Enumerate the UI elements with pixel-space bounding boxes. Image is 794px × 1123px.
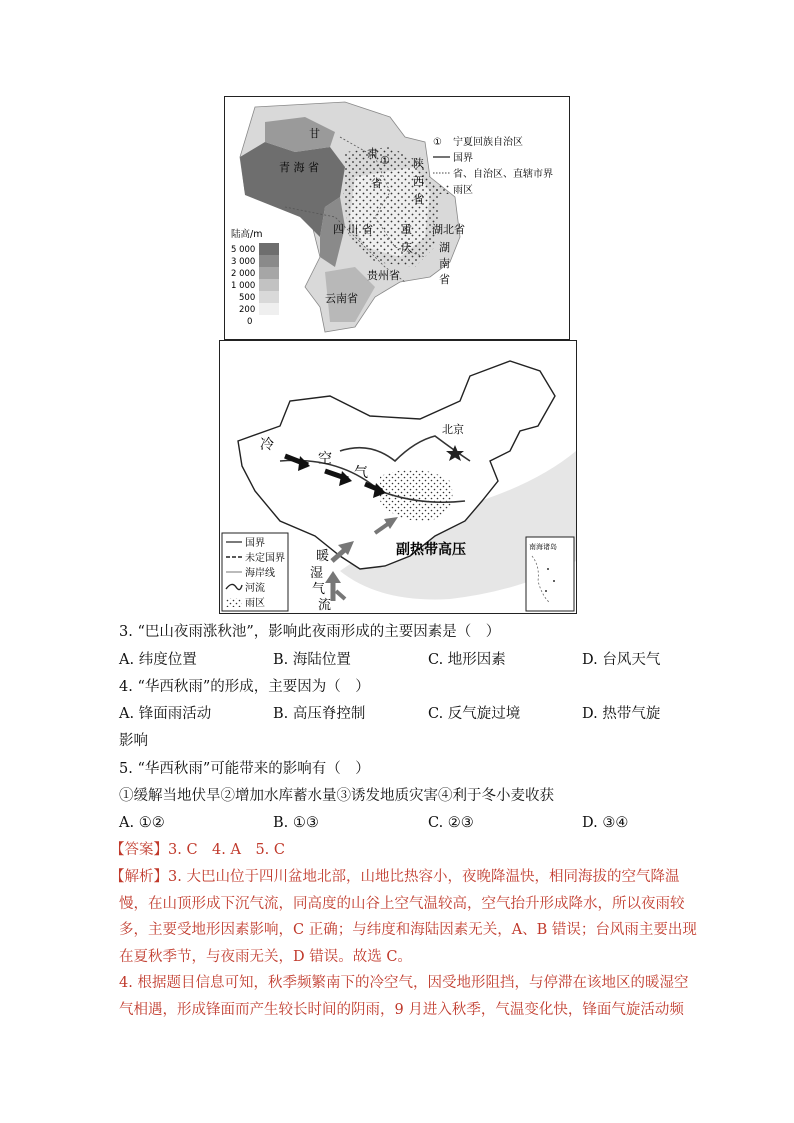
china-airflow-map [219, 340, 577, 614]
label-beijing: 北京 [442, 423, 464, 436]
answer-line [110, 840, 285, 860]
q3-option-d[interactable]: D. 台风天气 [582, 652, 661, 668]
elev-level-3: 1 000 [231, 281, 256, 291]
label-ningxia-mark: ① [380, 154, 390, 167]
warm-air-char-3: 气 [312, 582, 326, 597]
elev-level-0: 5 000 [231, 245, 256, 255]
legend-border: 国界 [453, 153, 473, 164]
label-chongqing-1: 重 [401, 223, 412, 236]
warm-air-arrow-3 [336, 591, 345, 599]
legend-ningxia: 宁夏回族自治区 [453, 137, 523, 148]
legend2-rain: 雨区 [245, 598, 265, 609]
label-shaanxi-1: 陕 [413, 157, 424, 170]
question-3-stem: 3. “巴山夜雨涨秋池”，影响此夜雨形成的主要因素是（ ） [119, 624, 501, 640]
cold-air-char-3: 气 [354, 465, 368, 481]
q5-option-b[interactable]: B. ①③ [273, 815, 319, 831]
q5-option-d[interactable]: D. ③④ [582, 815, 629, 831]
label-hunan-2: 南 [439, 257, 450, 270]
warm-air-arrow-2-head [325, 571, 341, 583]
label-qinghai: 青 海 省 [279, 161, 319, 174]
cold-air-char-1: 冷 [260, 437, 274, 453]
label-shaanxi-3: 省 [413, 193, 424, 206]
warm-air-char-4: 流 [318, 598, 332, 613]
elev-level-5: 200 [239, 305, 256, 315]
label-hunan-1: 湖 [439, 241, 450, 254]
q5-statement: ①缓解当地伏旱②增加水库蓄水量③诱发地质灾害④利于冬小麦收获 [119, 788, 554, 804]
analysis-label: 【解析】 [110, 869, 168, 885]
inset-island-3 [545, 590, 547, 592]
label-yunnan: 云南省 [325, 292, 358, 305]
q3-option-b[interactable]: B. 海陆位置 [273, 652, 351, 668]
legend-ningxia-symbol: ① [433, 137, 442, 148]
label-gansu-3: 省 [371, 177, 382, 190]
elevation-title: 陆高/m [231, 229, 263, 240]
elev-level-2: 2 000 [231, 269, 256, 279]
q4-option-b[interactable]: B. 高压脊控制 [273, 706, 366, 722]
elev-swatch-4 [259, 279, 279, 291]
legend2-rain-swatch [226, 598, 242, 607]
analysis-line-1 [110, 864, 680, 891]
inset-island-2 [553, 580, 555, 582]
elev-swatch-6 [259, 303, 279, 315]
cold-air-char-2: 空 [318, 451, 332, 467]
elev-swatch-3 [259, 267, 279, 279]
elev-level-6: 0 [247, 317, 253, 327]
elev-swatch-2 [259, 255, 279, 267]
analysis-line-5: 4. 根据题目信息可知，秋季频繁南下的冷空气，因受地形阻挡，与停滞在该地区的暖湿空 [119, 975, 689, 991]
analysis-block [110, 864, 697, 1023]
inset-island [547, 568, 549, 570]
label-chongqing-2: 庆 [401, 241, 412, 254]
label-hubei: 湖北省 [432, 223, 465, 236]
label-shaanxi-2: 西 [413, 175, 424, 188]
analysis-line-3: 多，主要受地形因素影响，C 正确；与纬度和海陆因素无关，A、B 错误；台风雨主要出现 [119, 922, 697, 938]
elev-level-1: 3 000 [231, 257, 256, 267]
q3-option-a[interactable]: A. 纬度位置 [119, 652, 197, 668]
elev-level-4: 500 [239, 293, 256, 303]
topographic-rain-map [224, 96, 570, 340]
legend2-undetermined: 未定国界 [245, 553, 285, 564]
topographic-map-figure [225, 97, 569, 339]
q3-option-c[interactable]: C. 地形因素 [428, 652, 506, 668]
label-gansu-2: 肃 [367, 147, 378, 160]
elev-swatch-5 [259, 291, 279, 303]
inset-label: 南海诸岛 [529, 543, 557, 551]
legend-province-border: 省、自治区、直辖市界 [453, 169, 553, 180]
label-sichuan: 四 川 省 [333, 223, 373, 236]
label-gansu-1: 甘 [309, 127, 320, 140]
legend-rain: 雨区 [453, 185, 473, 196]
answer-label: 【答案】 [110, 842, 168, 858]
warm-air-char-2: 湿 [310, 566, 324, 581]
q5-option-a[interactable]: A. ①② [119, 815, 165, 831]
analysis-line-4: 在夏秋季节，与夜雨无关，D 错误。故选 C。 [119, 948, 412, 965]
analysis-text-1: 3. 大巴山位于四川盆地北部，山地比热容小，夜晚降温快，相同海拔的空气降温 [168, 869, 680, 885]
label-hunan-3: 省 [439, 273, 450, 286]
question-4-stem: 4. “华西秋雨”的形成，主要因为（ ） [119, 679, 370, 695]
legend2-river: 河流 [245, 583, 265, 594]
answer-text: 3. C 4. A 5. C [168, 842, 285, 858]
analysis-line-6: 气相遇，形成锋面而产生较长时间的阴雨，9 月进入秋季，气温变化快，锋面气旋活动频 [119, 1001, 684, 1018]
q4-option-a[interactable]: A. 锋面雨活动 [119, 706, 212, 722]
elev-swatch-1 [259, 243, 279, 255]
label-subtropical-high: 副热带高压 [396, 542, 466, 558]
legend2-border: 国界 [245, 538, 265, 549]
q4-option-d-wrap: 影响 [119, 733, 148, 749]
q4-option-d[interactable]: D. 热带气旋 [582, 706, 661, 722]
q5-option-c[interactable]: C. ②③ [428, 815, 474, 831]
analysis-line-2: 慢，在山顶形成下沉气流，同高度的山谷上空气温较高，空气抬升形成降水，所以夜雨较 [119, 895, 685, 912]
question-5-stem: 5. “华西秋雨”可能带来的影响有（ ） [119, 761, 370, 777]
warm-air-char-1: 暖 [316, 549, 330, 564]
legend2-coast: 海岸线 [245, 568, 275, 579]
legend-rain-swatch [433, 184, 449, 194]
q4-option-c[interactable]: C. 反气旋过境 [428, 706, 521, 722]
label-guizhou: 贵州省 [367, 269, 400, 282]
airflow-map-figure [220, 341, 576, 613]
